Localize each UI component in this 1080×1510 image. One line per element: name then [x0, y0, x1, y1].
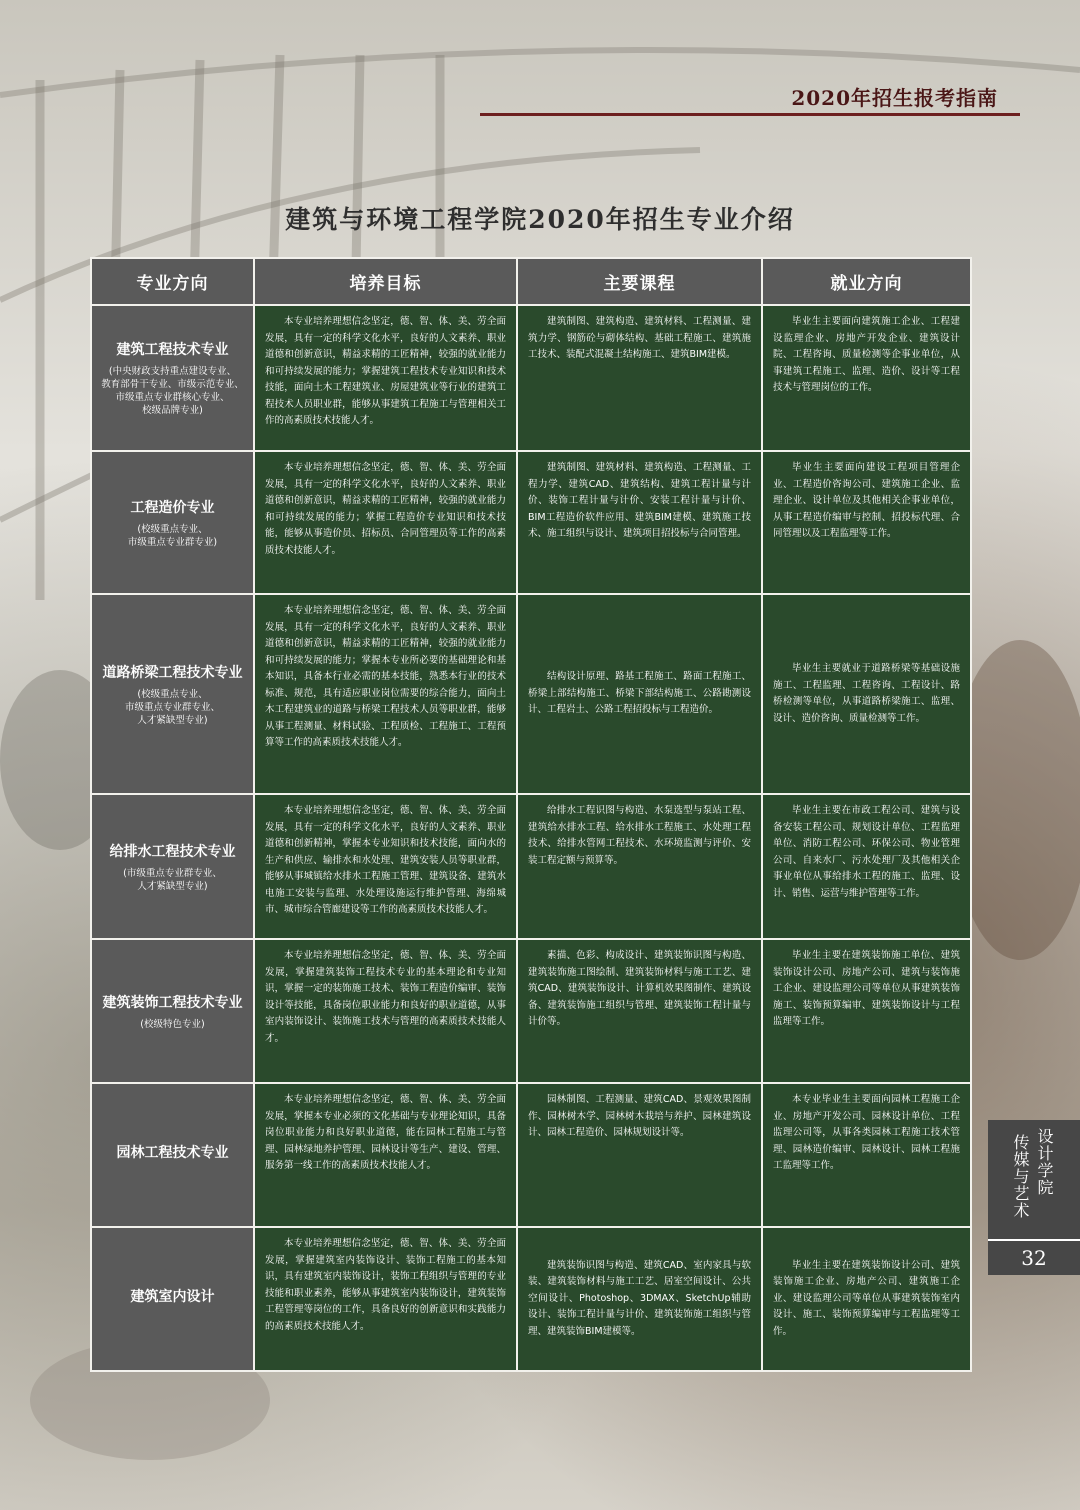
employment-text: 毕业生主要在建筑装饰设计公司、建筑装饰施工企业、房地产公司、建筑施工企业、建设监理公司等单位从事建筑装饰室内设计、施工、装饰预算编审与工程监理等工作。 — [773, 1259, 960, 1337]
major-name: 给排水工程技术专业 — [109, 843, 236, 860]
guide-title-rule — [480, 113, 1020, 116]
goal-cell — [254, 451, 517, 594]
major-name-cell — [91, 594, 254, 794]
page-number: 32 — [988, 1239, 1080, 1275]
goal-text: 本专业培养理想信念坚定，德、智、体、美、劳全面发展，掌握建筑室内装饰设计、装饰工程施工的基本知识，具有建筑室内装饰设计，装饰工程组织与管理的专业技能和职业素养，能够从事建筑室内装饰设计，建筑装饰工程管理等岗位的工作，具备良好的创新意识和实践能力的高素质技术技能人才。 — [265, 1238, 506, 1332]
goal-text: 本专业培养理想信念坚定，德、智、体、美、劳全面发展，具有一定的科学文化水平，良好的人文素养、职业道德和创新意识，精益求精的工匠精神，较强的就业能力和可持续发展的能力；掌握建筑工程技术专业知识和技术技能，面向土木工程建筑业、房屋建筑业等行业的建筑工程技术人员职业群，能够从事建筑工程施工与管理相关工作的高素质技术技能人才。 — [265, 316, 506, 426]
major-name: 工程造价专业 — [130, 499, 215, 516]
column-header-major: 专业方向 — [91, 258, 254, 305]
table-row — [91, 939, 971, 1083]
major-name: 道路桥梁工程技术专业 — [102, 664, 243, 681]
goal-cell — [254, 594, 517, 794]
guide-title: 2020年招生报考指南 — [791, 86, 998, 110]
employment-text: 毕业生主要面向建筑施工企业、工程建设监理企业、房地产开发企业、建筑设计院、工程咨询、质量检测等企事业单位，从事建筑工程施工、监理、造价、设计等工程技术与管理岗位的工作。 — [773, 316, 960, 393]
employment-cell — [762, 594, 971, 794]
major-table — [90, 257, 972, 1372]
major-tags: (校级特色专业) — [140, 1018, 205, 1030]
goal-text: 本专业培养理想信念坚定，德、智、体、美、劳全面发展，掌握本专业必须的文化基础与专业理论知识，具备岗位职业能力和良好职业道德，能在园林工程施工与管理、园林绿地养护管理、园林设计等生产、建设、管理、服务第一线工作的高素质技术技能人才。 — [265, 1094, 506, 1171]
goal-text: 本专业培养理想信念坚定，德、智、体、美、劳全面发展，具有一定的科学文化水平，良好的人文素养、职业道德和创新意识，精益求精的工匠精神，较强的就业能力和可持续发展的能力；掌握本专业所必要的基础理论和基本知识，具备本行业必需的基本技能，熟悉本行业的技术标准、规范，具有适应职业岗位需要的综合能力，面向土木工程建筑业的道路与桥梁工程技术人员等职业群，能够从事工程测量、材料试验、工程质检、工程施工、工程预算等工作的高素质技术技能人才。 — [265, 605, 506, 748]
major-tags: (校级重点专业、 市级重点专业群专业、 人才紧缺型专业) — [124, 688, 220, 726]
courses-cell — [517, 939, 762, 1083]
table-row — [91, 451, 971, 594]
goal-text: 本专业培养理想信念坚定，德、智、体、美、劳全面发展，掌握建筑装饰工程技术专业的基本理论和专业知识，掌握一定的装饰施工技术、装饰工程造价编审、装饰设计等技能，具备岗位职业能力和良好的职业道德，从事室内装饰设计、装饰施工技术与管理的高素质技术技能人才。 — [265, 950, 506, 1044]
major-name-cell — [91, 939, 254, 1083]
courses-cell — [517, 305, 762, 451]
major-name-cell — [91, 794, 254, 939]
courses-text: 建筑制图、建筑材料、建筑构造、工程测量、工程力学、建筑CAD、建筑结构、建筑工程计量与计价、装饰工程计量与计价、安装工程计量与计价、BIM工程造价软件应用、建筑BIM建模、建筑施工技术、施工组织与设计、建筑项目招投标与合同管理。 — [528, 462, 751, 539]
employment-cell — [762, 1083, 971, 1227]
goal-cell — [254, 1227, 517, 1371]
table-row — [91, 594, 971, 794]
employment-cell — [762, 305, 971, 451]
employment-cell — [762, 794, 971, 939]
goal-cell — [254, 794, 517, 939]
courses-text: 园林制图、工程测量、建筑CAD、景观效果图制作、园林树木学、园林树木栽培与养护、园林建筑设计、园林工程造价、园林规划设计等。 — [528, 1094, 751, 1138]
major-name-cell — [91, 1227, 254, 1371]
major-name: 建筑工程技术专业 — [116, 342, 229, 358]
courses-text: 建筑装饰识图与构造、建筑CAD、室内家具与软装、建筑装饰材料与施工工艺、居室空间设计、公共空间设计、Photoshop、3DMAX、SketchUp辅助设计、装饰工程计量与计价、建筑装饰施工组织与管理、建筑装饰BIM建模等。 — [528, 1259, 751, 1337]
courses-cell — [517, 594, 762, 794]
employment-cell — [762, 939, 971, 1083]
courses-cell — [517, 1083, 762, 1227]
table-row — [91, 1083, 971, 1227]
major-name: 建筑装饰工程技术专业 — [102, 994, 243, 1011]
employment-cell — [762, 1227, 971, 1371]
goal-cell — [254, 1083, 517, 1227]
courses-cell — [517, 794, 762, 939]
courses-cell — [517, 451, 762, 594]
major-name: 建筑室内设计 — [130, 1289, 215, 1305]
courses-text: 给排水工程识图与构造、水泵选型与泵站工程、建筑给水排水工程、给水排水工程施工、水处理工程技术、给排水管网工程技术、水环境监测与评价、安装工程定额与预算等。 — [528, 805, 751, 866]
employment-text: 毕业生主要就业于道路桥梁等基础设施施工、工程监理、工程咨询、工程设计、路桥检测等单位，从事道路桥梁施工、监理、设计、造价咨询、质量检测等工作。 — [773, 663, 960, 724]
major-tags: (校级重点专业、 市级重点专业群专业) — [127, 523, 218, 548]
column-header-employment: 就业方向 — [762, 258, 971, 305]
goal-text: 本专业培养理想信念坚定，德、智、体、美、劳全面发展，具有一定的科学文化水平，良好的人文素养、职业道德和创新精神，掌握本专业知识和技术技能，面向水的生产和供应、输排水和水处理、建筑安装人员等职业群，能够从事城镇给水排水工程施工管理、建筑设备、建筑水电施工安装与监理、水处理设施运行维护管理、海绵城市、城市综合管廊建设等工作的高素质技术技能人才。 — [265, 805, 506, 915]
major-tags: (市级重点专业群专业、 人才紧缺型专业) — [123, 867, 222, 892]
goal-cell — [254, 939, 517, 1083]
column-header-courses: 主要课程 — [517, 258, 762, 305]
major-tags: (中央财政支持重点建设专业、 教育部骨干专业、市级示范专业、 市级重点专业群核心专业、 校级品牌专业) — [101, 366, 244, 416]
major-name-cell — [91, 1083, 254, 1227]
courses-text: 建筑制图、建筑构造、建筑材料、工程测量、建筑力学、钢筋砼与砌体结构、基础工程施工、建筑施工技术、装配式混凝土结构施工、建筑BIM建模。 — [528, 316, 751, 360]
table-row — [91, 305, 971, 451]
column-header-goal: 培养目标 — [254, 258, 517, 305]
goal-text: 本专业培养理想信念坚定，德、智、体、美、劳全面发展，具有一定的科学文化水平，良好的人文素养、职业道德和创新意识，精益求精的工匠精神，较强的就业能力和可持续发展的能力；掌握工程造价专业知识和技术技能，能够从事造价员、招标员、合同管理员等工作的高素质技术技能人才。 — [265, 462, 506, 556]
major-name-cell — [91, 451, 254, 594]
major-name-cell — [91, 305, 254, 451]
courses-text: 素描、色彩、构成设计、建筑装饰识图与构造、建筑装饰施工图绘制、建筑装饰材料与施工工艺、建筑CAD、建筑装饰设计、计算机效果图制作、建筑设备、建筑装饰施工组织与管理、建筑装饰工程计量与计价等。 — [528, 950, 751, 1027]
employment-cell — [762, 451, 971, 594]
employment-text: 毕业生主要面向建设工程项目管理企业、工程造价咨询公司、建筑施工企业、监理企业、设计单位及其他相关企事业单位，从事工程造价编审与控制、招投标代理、合同管理以及工程监理等工作。 — [773, 462, 960, 539]
section-tab-line2: 传媒与艺术 — [1011, 1134, 1030, 1219]
table-row — [91, 1227, 971, 1371]
goal-cell — [254, 305, 517, 451]
employment-text: 毕业生主要在市政工程公司、建筑与设备安装工程公司、规划设计单位、工程监理单位、消防工程公司、环保公司、物业管理公司、自来水厂、污水处理厂及其他相关企事业单位从事给排水工程的施工、监理、设计、销售、运营与维护管理等工作。 — [773, 805, 960, 899]
section-tab-line1: 设计学院 — [1035, 1128, 1054, 1196]
table-row — [91, 794, 971, 939]
table-header-row — [91, 258, 971, 305]
major-name: 园林工程技术专业 — [116, 1145, 229, 1161]
courses-text: 结构设计原理、路基工程施工、路面工程施工、桥梁上部结构施工、桥梁下部结构施工、公路勘测设计、工程岩土、公路工程招投标与工程造价。 — [528, 671, 751, 716]
employment-text: 本专业毕业生主要面向园林工程施工企业、房地产开发公司、园林设计单位、工程监理公司等，从事各类园林工程施工技术管理、园林造价编审、园林设计、园林工程施工监理等工作。 — [773, 1094, 960, 1171]
employment-text: 毕业生主要在建筑装饰施工单位、建筑装饰设计公司、房地产公司、建筑与装饰施工企业、建设监理公司等单位从事建筑装饰施工、装饰预算编审、建筑装饰设计与工程监理等工作。 — [773, 950, 960, 1027]
section-tab — [988, 1120, 1080, 1275]
page-heading: 建筑与环境工程学院2020年招生专业介绍 — [285, 205, 795, 234]
courses-cell — [517, 1227, 762, 1371]
